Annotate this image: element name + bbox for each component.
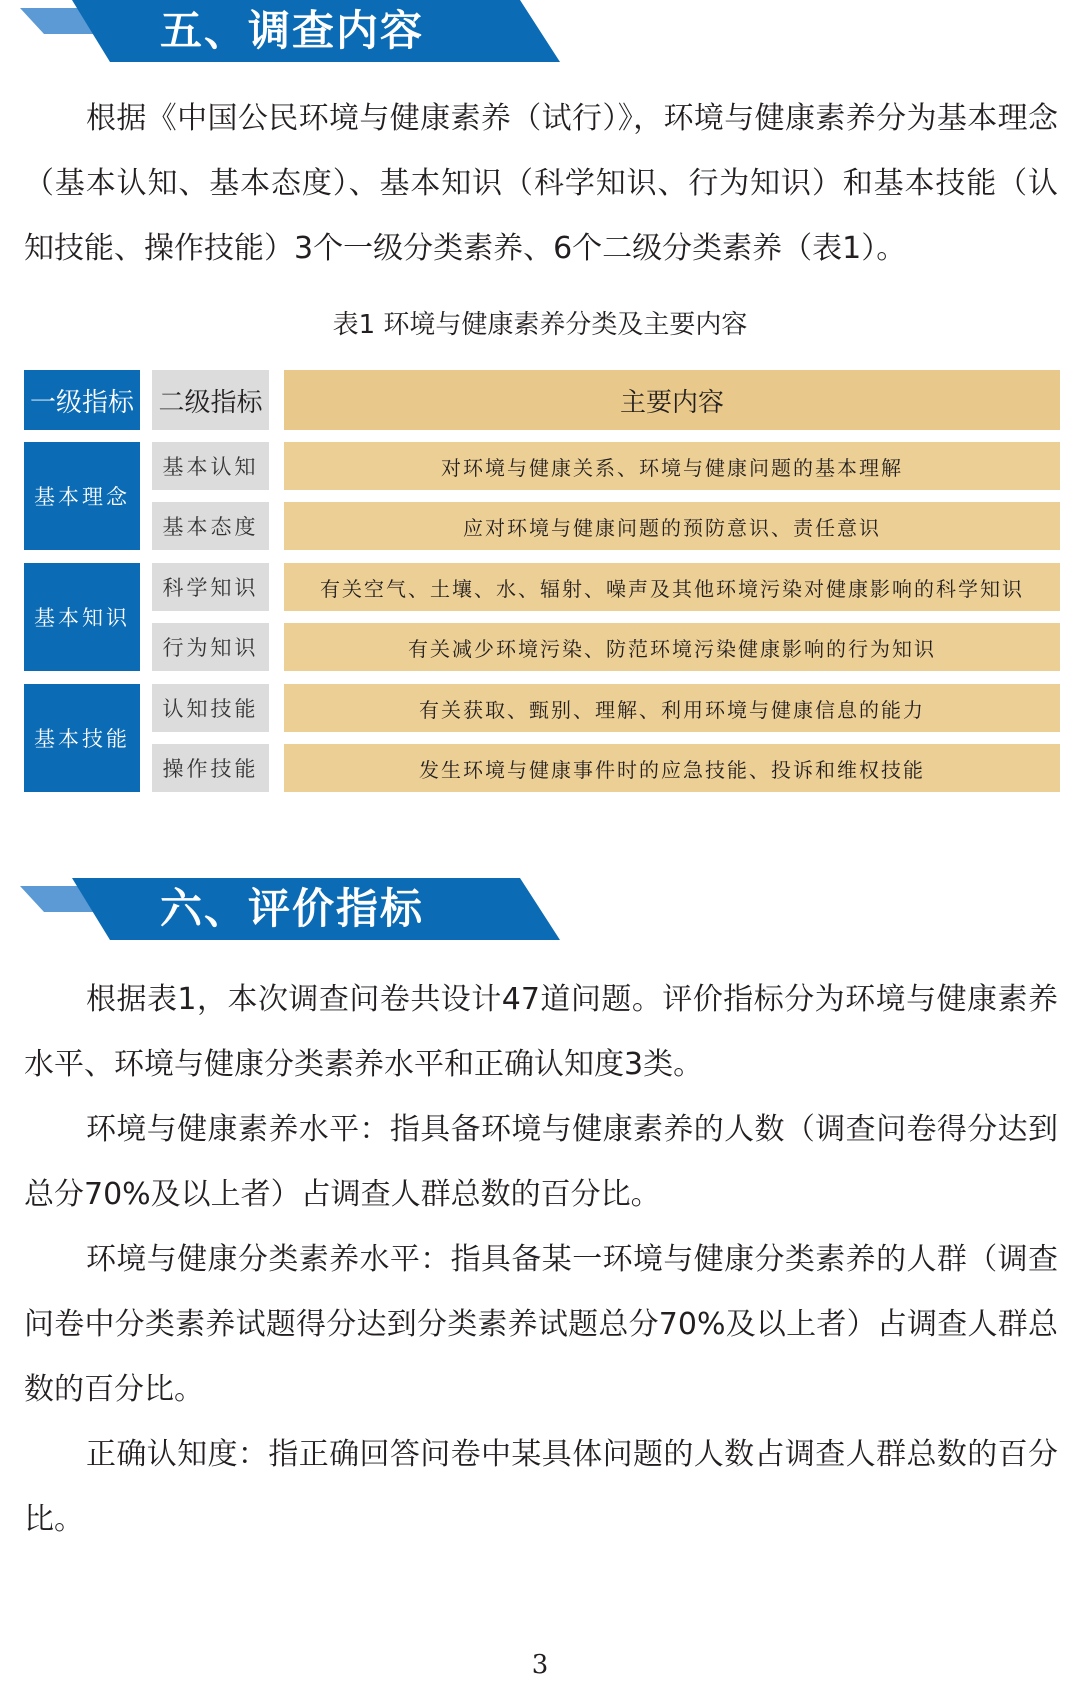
- level1-cell: 基本知识: [24, 563, 140, 671]
- content-cell: 有关获取、甄别、理解、利用环境与健康信息的能力: [284, 684, 1060, 732]
- content-cell: 应对环境与健康问题的预防意识、责任意识: [284, 502, 1060, 550]
- level2-cell: 基本认知: [152, 442, 269, 490]
- header-content: 主要内容: [284, 370, 1060, 430]
- level2-cell: 操作技能: [152, 744, 269, 792]
- level2-cell: 基本态度: [152, 502, 269, 550]
- section-5-paragraph: 根据《中国公民环境与健康素养（试行）》，环境与健康素养分为基本理念（基本认知、基本态度）、基本知识（科学知识、行为知识）和基本技能（认知技能、操作技能）3个一级分类素养、6个二级分类素养（表1）。: [24, 101, 1058, 266]
- level1-cell: 基本技能: [24, 684, 140, 792]
- table-caption: 表1 环境与健康素养分类及主要内容: [332, 310, 748, 340]
- section-6-title: 六、评价指标: [160, 884, 425, 933]
- level2-cell: 行为知识: [152, 623, 269, 671]
- section-5-banner: [0, 0, 560, 62]
- classification-table: [24, 370, 1060, 820]
- level2-cell: 认知技能: [152, 684, 269, 732]
- section-6-paragraph: 根据表1，本次调查问卷共设计47道问题。评价指标分为环境与健康素养水平、环境与健康分类素养水平和正确认知度3类。: [24, 982, 1058, 1082]
- content-cell: 有关减少环境污染、防范环境污染健康影响的行为知识: [284, 623, 1060, 671]
- section-6-paragraph: 环境与健康素养水平：指具备环境与健康素养的人数（调查问卷得分达到总分70%及以上者）占调查人群总数的百分比。: [24, 1112, 1058, 1212]
- section-6-paragraph: 环境与健康分类素养水平：指具备某一环境与健康分类素养的人群（调查问卷中分类素养试题得分达到分类素养试题总分70%及以上者）占调查人群总数的百分比。: [24, 1242, 1058, 1407]
- header-level1: 一级指标: [24, 370, 140, 430]
- section-6-banner: [0, 878, 560, 940]
- content-cell: 发生环境与健康事件时的应急技能、投诉和维权技能: [284, 744, 1060, 792]
- header-level2: 二级指标: [152, 370, 269, 430]
- section-5-title: 五、调查内容: [160, 6, 425, 55]
- content-cell: 对环境与健康关系、环境与健康问题的基本理解: [284, 442, 1060, 490]
- level2-cell: 科学知识: [152, 563, 269, 611]
- section-6-paragraph: 正确认知度：指正确回答问卷中某具体问题的人数占调查人群总数的百分比。: [24, 1437, 1058, 1537]
- level1-cell: 基本理念: [24, 442, 140, 550]
- page-number: 3: [531, 1650, 549, 1680]
- content-cell: 有关空气、土壤、水、辐射、噪声及其他环境污染对健康影响的科学知识: [284, 563, 1060, 611]
